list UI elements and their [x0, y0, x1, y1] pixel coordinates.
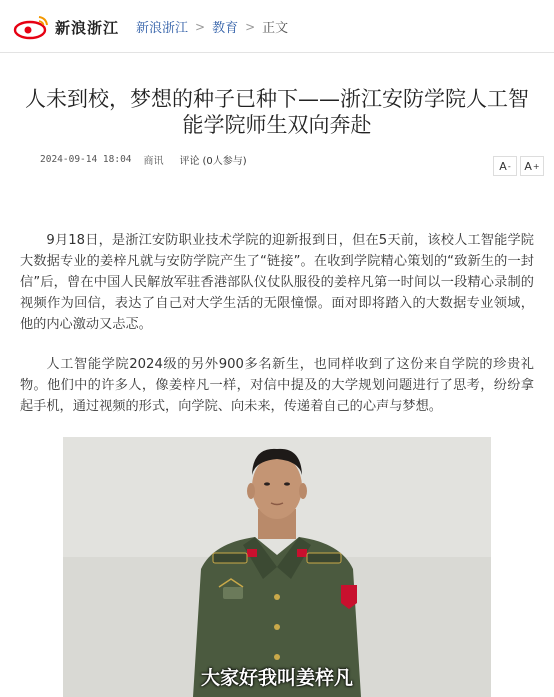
article-title: 人未到校，梦想的种子已种下——浙江安防学院人工智能学院师生双向奔赴: [25, 87, 529, 137]
font-decrease-label: A: [499, 159, 507, 173]
comment-link[interactable]: 评论: [179, 156, 200, 167]
font-increase-button[interactable]: [520, 156, 544, 176]
breadcrumb-separator: >: [195, 19, 206, 34]
site-header: [0, 0, 554, 53]
breadcrumb: [136, 17, 288, 36]
font-increase-mark: +: [532, 161, 540, 171]
comment-count[interactable]: (0人参与): [202, 156, 247, 167]
font-decrease-mark: -: [507, 161, 511, 171]
font-decrease-button[interactable]: [493, 156, 517, 176]
logo-text: 新浪浙江: [55, 18, 120, 37]
article-meta: [40, 152, 247, 167]
soldier-illustration: [63, 437, 491, 697]
breadcrumb-separator: >: [245, 19, 256, 34]
article-paragraph: 9月18日，是浙江安防职业技术学院的迎新报到日，但在5天前，该校人工智能学院大数据专业的姜梓凡就与安防学院产生了“链接”。在收到学院精心策划的“致新生的一封信”后，曾在中国人民解放军驻香港部队仪仗队服役的姜梓凡第一时间以一段精心录制的视频作为回信，表达了自己对大学生活的无限憧憬。面对即将踏入的大数据专业领域，他的内心激动又忐忑。: [20, 233, 534, 332]
font-size-controls: [490, 156, 544, 176]
video-caption: 大家好我叫姜梓凡: [200, 667, 353, 689]
article-source[interactable]: 商讯: [143, 156, 164, 167]
publish-date: 2024-09-14 18:04: [40, 154, 132, 165]
breadcrumb-current: 正文: [262, 21, 289, 36]
breadcrumb-home[interactable]: 新浪浙江: [136, 21, 189, 36]
breadcrumb-education[interactable]: 教育: [212, 21, 239, 36]
sina-logo[interactable]: [13, 14, 119, 40]
video-still[interactable]: [63, 437, 491, 697]
article-paragraph: 人工智能学院2024级的另外900多名新生，也同样收到了这份来自学院的珍贵礼物。他们中的许多人，像姜梓凡一样，对信中提及的大学规划问题进行了思考，纷纷拿起手机，通过视频的形式，向学院、向未来，传递着自己的心声与梦想。: [20, 357, 534, 414]
sina-eye-icon: [13, 14, 51, 40]
font-increase-label: A: [524, 159, 532, 173]
